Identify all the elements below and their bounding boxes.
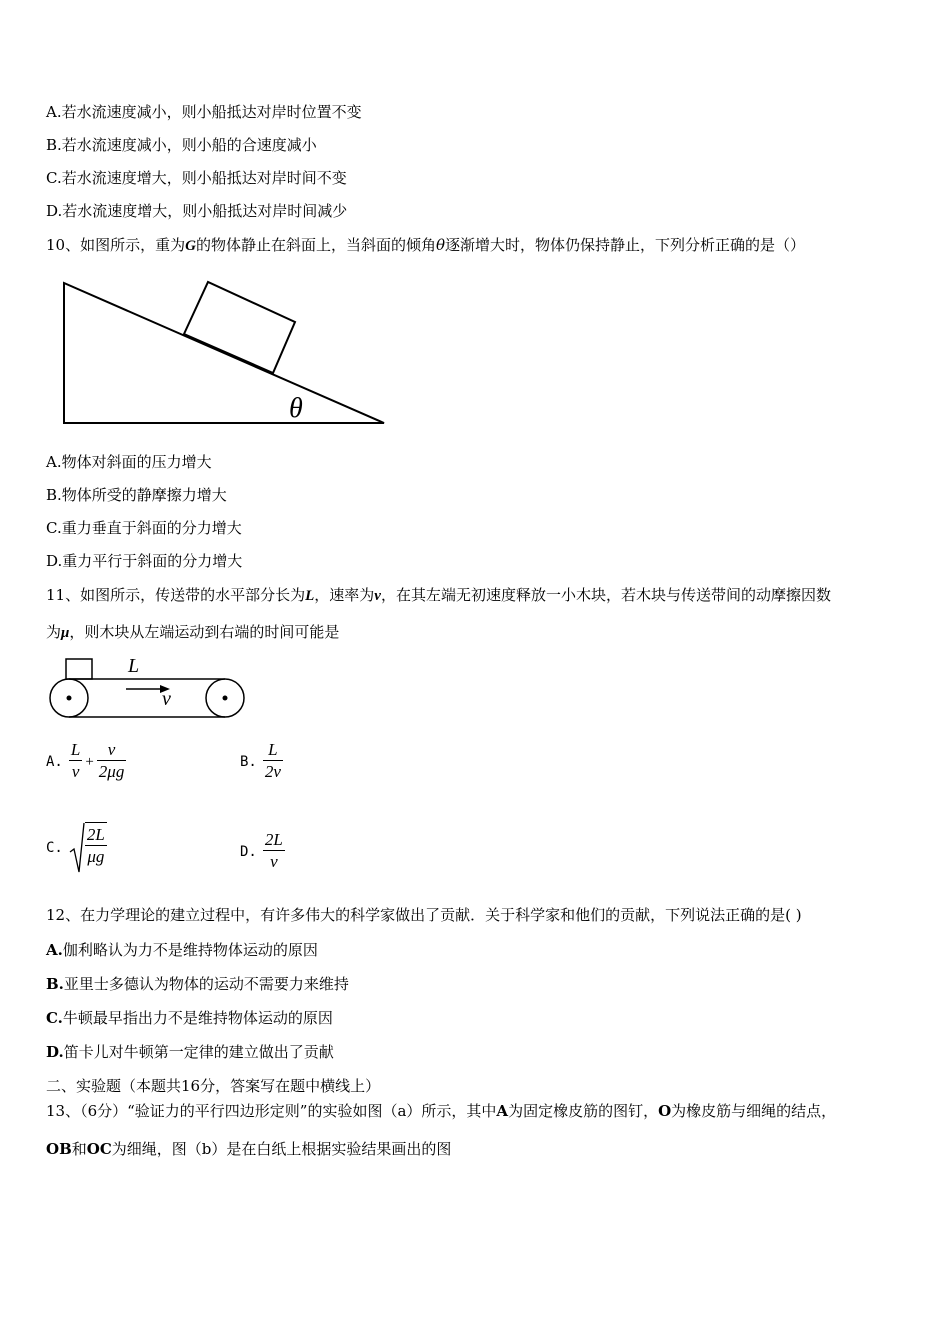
q11-stem-line2	[46, 622, 339, 643]
q11-stem-line1	[46, 585, 831, 606]
q11-option-b	[240, 740, 283, 783]
q10-option-b: B.物体所受的静摩擦力增大	[46, 486, 227, 504]
q12-c-label: C.	[46, 1009, 63, 1027]
q11-option-d-label: D.	[240, 843, 257, 860]
q13-l2-OB: OB	[46, 1140, 72, 1158]
q12-a-text: 伽利略认为力不是维持物体运动的原因	[62, 941, 318, 959]
incline-triangle	[64, 283, 384, 423]
q11-l2-mu: μ	[61, 625, 70, 641]
q11-l1-mid: ，速率为	[314, 586, 375, 604]
frac-num: L	[70, 740, 81, 759]
q11-l2-pre: 为	[46, 623, 62, 641]
q11-l1-L: L	[305, 588, 315, 604]
fraction-2L-over-v	[263, 830, 285, 873]
incline-figure	[56, 275, 396, 435]
q12-stem: 12、在力学理论的建立过程中，有许多伟大的科学家做出了贡献．关于科学家和他们的贡献，下列说法正确的是( )	[46, 906, 802, 924]
q9-option-a: A.若水流速度减小，则小船抵达对岸时位置不变	[46, 103, 362, 121]
q13-l1-pre: 13、（6分）“验证力的平行四边形定则”的实验如图（a）所示，其中	[46, 1102, 497, 1120]
q12-b-text: 亚里士多德认为物体的运动不需要力来维持	[63, 975, 349, 993]
block-on-incline	[184, 282, 295, 373]
frac-den: v	[270, 852, 278, 871]
q12-option-c	[46, 1008, 333, 1028]
q11-option-a	[46, 740, 126, 783]
q12-option-d	[46, 1042, 334, 1062]
q10-option-d: D.重力平行于斜面的分力增大	[46, 552, 243, 570]
q12-d-text: 笛卡儿对牛顿第一定律的建立做出了贡献	[63, 1043, 334, 1061]
square-root	[69, 822, 107, 874]
conveyor-figure	[44, 652, 254, 724]
q10-option-a: A.物体对斜面的压力增大	[46, 453, 212, 471]
q13-l1-A: A	[496, 1102, 509, 1120]
fraction-2L-over-mug	[85, 825, 107, 868]
frac-den: v	[71, 762, 80, 781]
q11-option-a-label: A.	[46, 753, 63, 770]
q10-stem-mid: 的物体静止在斜面上，当斜面的倾角	[195, 236, 436, 254]
q13-stem-line1	[46, 1101, 836, 1121]
q10-stem	[46, 235, 805, 256]
q10-stem-g: G	[185, 238, 196, 254]
q10-option-c: C.重力垂直于斜面的分力增大	[46, 519, 242, 537]
q12-b-label: B.	[46, 975, 64, 993]
q11-option-d	[240, 830, 285, 873]
q13-l1-post: 为橡皮筋与细绳的结点，	[671, 1102, 837, 1120]
q11-option-c-label: C.	[46, 840, 63, 856]
section-heading: 二、实验题（本题共16分，答案写在题中横线上）	[46, 1077, 381, 1095]
q11-l1-v: v	[374, 588, 381, 604]
q10-stem-theta: θ	[435, 236, 445, 254]
q11-option-b-label: B.	[240, 753, 257, 770]
q12-a-label: A.	[46, 941, 63, 959]
fraction-L-over-v	[69, 740, 82, 783]
frac-num: v	[97, 740, 127, 761]
q11-l2-post: ，则木块从左端运动到右端的时间可能是	[69, 623, 340, 641]
left-pulley-axle	[67, 696, 72, 701]
fraction-L-over-2v	[263, 740, 283, 783]
q11-l1-post: ，在其左端无初速度释放一小木块，若木块与传送带间的动摩擦因数	[380, 586, 831, 604]
q13-l2-and: 和	[71, 1140, 87, 1158]
q13-stem-line2	[46, 1139, 451, 1159]
right-pulley-axle	[223, 696, 228, 701]
q13-l1-mid: 为固定橡皮筋的图钉，	[508, 1102, 659, 1120]
q12-option-a	[46, 940, 318, 960]
frac-num: L	[263, 740, 283, 761]
frac-num: 2L	[264, 830, 283, 849]
fraction-v-over-2mug	[97, 740, 127, 783]
frac-den: 2μg	[98, 762, 125, 781]
radical-sign-icon	[69, 822, 85, 874]
frac-num: 2L	[86, 825, 105, 844]
length-label: L	[128, 655, 140, 677]
q13-l2-OC: OC	[86, 1140, 112, 1158]
q11-l1-pre: 11、如图所示，传送带的水平部分长为	[46, 586, 306, 604]
q9-option-d: D.若水流速度增大，则小船抵达对岸时间减少	[46, 202, 348, 220]
speed-label: v	[162, 688, 171, 710]
q10-stem-pre: 10、如图所示，重为	[46, 236, 186, 254]
q9-option-b: B.若水流速度减小，则小船的合速度减小	[46, 136, 317, 154]
small-block	[66, 659, 92, 679]
q13-l2-post: 为细绳，图（b）是在白纸上根据实验结果画出的图	[111, 1140, 452, 1158]
incline-angle-label: θ	[289, 393, 303, 424]
q10-stem-post: 逐渐增大时，物体仍保持静止，下列分析正确的是（）	[444, 236, 805, 254]
frac-den: μg	[87, 847, 105, 866]
q13-l1-O: O	[658, 1102, 672, 1120]
q12-option-b	[46, 974, 349, 994]
plus-sign: +	[85, 753, 94, 770]
q9-option-c: C.若水流速度增大，则小船抵达对岸时间不变	[46, 169, 347, 187]
frac-den: 2v	[264, 762, 281, 781]
q12-d-label: D.	[46, 1043, 64, 1061]
q11-option-c	[46, 822, 107, 874]
q12-c-text: 牛顿最早指出力不是维持物体运动的原因	[62, 1009, 333, 1027]
